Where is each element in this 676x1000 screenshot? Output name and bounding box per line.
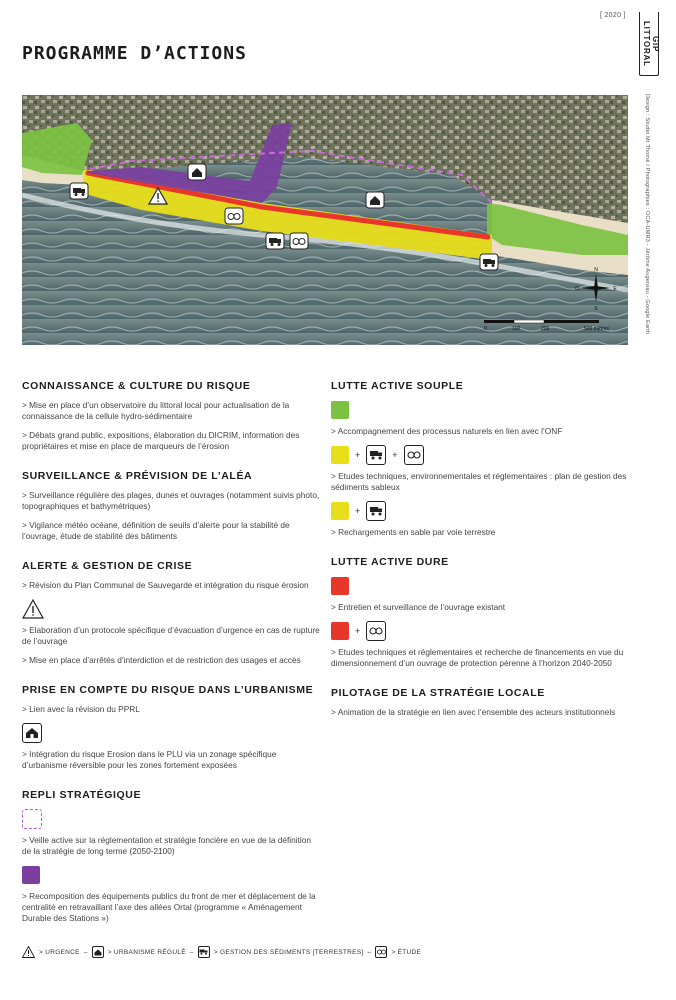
section-title-dure: LUTTE ACTIVE DURE — [331, 556, 449, 568]
text-item: > Révision du Plan Communal de Sauvegarde et intégration du risque érosion — [22, 580, 309, 590]
compass-n: N — [594, 267, 598, 273]
text-item: > Mise en place d’arrêtés d’interdiction et de restriction des usages et accès — [22, 655, 301, 665]
legend — [22, 946, 642, 958]
legend-sediments: > GESTION DES SÉDIMENTS [TERRESTRES] — [213, 948, 364, 956]
text-item: > Etudes techniques et réglementaires et recherche de financements en vue du dimensionnement d’un ouvrage de protection pérenne à l’horizon 2040-2050 — [331, 647, 624, 668]
legend-glasses-icon — [375, 946, 387, 958]
legend-urbanisme: > URBANISME RÉGULÉ — [107, 948, 186, 956]
text-item: > Mise en place d’un observatoire du littoral local pour actualisation de la connaissance de la cellule hydro-sédimentaire — [22, 400, 290, 421]
plus-sign: + — [392, 450, 398, 460]
legend-sep: – — [83, 948, 88, 956]
scale-100: 100 — [512, 326, 521, 332]
section-title-surveillance: SURVEILLANCE & PRÉVISION DE L’ALÉA — [22, 470, 253, 482]
legend-warning-icon — [22, 946, 35, 958]
right-column — [331, 380, 628, 726]
text-item: > Lien avec la révision du PPRL — [22, 704, 140, 714]
icon-row-yellow-truck-glasses — [331, 445, 628, 465]
truck-icon — [366, 501, 386, 521]
credits: Design : Studio Mr Thomë / Photographies : OCA-UMR3 - Jérôme Augereau - Google Earth — [644, 94, 650, 335]
text-item: > Vigilance météo océane, définition de seuils d’alerte pour la stabilité de l’ouvrage, étude de stabilité des bâtiments — [22, 520, 290, 541]
brand-tab — [639, 12, 659, 76]
text-item: > Veille active sur la réglementation et stratégie foncière en vue de la définition de la stratégie de long terme (2050-2100) — [22, 835, 311, 856]
icon-row-red-glasses — [331, 621, 628, 641]
plus-sign: + — [355, 450, 361, 460]
text-item: > Etudes techniques, environnementales et réglementaires : plan de gestion des sédiments sableux — [331, 471, 627, 492]
legend-urgence: > URGENCE — [39, 948, 80, 956]
red-swatch — [331, 577, 349, 595]
icon-row-dashed — [22, 809, 320, 829]
yellow-swatch — [331, 446, 349, 464]
text-item: > Animation de la stratégie en lien avec l’ensemble des acteurs institutionnels — [331, 707, 616, 717]
icon-row-yellow-truck — [331, 501, 628, 521]
scale-0: 0 — [484, 326, 487, 332]
legend-truck-icon — [198, 946, 210, 958]
map-truck-icon-2 — [266, 233, 284, 249]
section-title-souple: LUTTE ACTIVE SOUPLE — [331, 380, 464, 392]
scale-500: 500 mètres — [584, 326, 610, 332]
icon-row-warning — [22, 599, 320, 619]
compass-o: O — [575, 286, 579, 292]
text-item: > Intégration du risque Erosion dans le PLU via un zonage spécifique d’urbanisme réversible pour les zones fortement exposées — [22, 749, 277, 770]
map-glasses-icon-1 — [225, 208, 243, 224]
section-title-connaissance: CONNAISSANCE & CULTURE DU RISQUE — [22, 380, 251, 392]
text-item: > Rechargements en sable par voie terrestre — [331, 527, 496, 537]
glasses-icon — [404, 445, 424, 465]
year-label: [ 2020 ] — [600, 12, 626, 19]
section-title-repli: REPLI STRATÉGIQUE — [22, 789, 142, 801]
map-house-icon-1 — [188, 164, 206, 180]
legend-sep: – — [367, 948, 372, 956]
green-swatch — [331, 401, 349, 419]
left-column — [22, 380, 320, 932]
page-title: PROGRAMME D’ACTIONS — [22, 43, 247, 64]
map-svg — [22, 95, 628, 345]
map-truck-icon-1 — [70, 183, 88, 199]
text-item: > Recomposition des équipements publics du front de mer et déplacement de la centralité en retravaillant l’axe des allées Ortal (programme « Aménagement Durable des Stations ») — [22, 891, 316, 923]
section-title-pilotage: PILOTAGE DE LA STRATÉGIE LOCALE — [331, 687, 545, 699]
warning-icon — [22, 599, 44, 619]
map-truck-icon-3 — [480, 254, 498, 270]
plus-sign: + — [355, 626, 361, 636]
house-icon — [22, 723, 42, 743]
truck-icon — [366, 445, 386, 465]
dashed-perimeter-swatch — [22, 809, 42, 829]
icon-row-green — [331, 400, 628, 420]
text-item: > Elaboration d’un protocole spécifique d’évacuation d’urgence en cas de rupture de l’ouvrage — [22, 625, 320, 646]
legend-etude: > ÉTUDE — [391, 948, 422, 956]
text-item: > Débats grand public, expositions, élaboration du DICRIM, information des propriétaires et mise en place de marqueurs de l’érosion — [22, 430, 300, 451]
map-house-icon-2 — [366, 192, 384, 208]
glasses-icon — [366, 621, 386, 641]
map-glasses-icon-2 — [290, 233, 308, 249]
icon-row-house — [22, 723, 320, 743]
brand-label: GIP LITTORAL — [642, 21, 660, 67]
purple-swatch — [22, 866, 40, 884]
yellow-swatch — [331, 502, 349, 520]
section-title-urbanisme: PRISE EN COMPTE DU RISQUE DANS L’URBANISME — [22, 684, 314, 696]
plus-sign: + — [355, 506, 361, 516]
section-title-alerte: ALERTE & GESTION DE CRISE — [22, 560, 193, 572]
aerial-map — [22, 95, 628, 345]
red-swatch — [331, 622, 349, 640]
icon-row-red — [331, 576, 628, 596]
compass-e: E — [613, 286, 617, 292]
scale-200: 200 — [541, 326, 550, 332]
icon-row-purple — [22, 865, 320, 885]
text-item: > Surveillance régulière des plages, dunes et ouvrages (notamment suivis photo, topographiques et bathymétriques) — [22, 490, 320, 511]
legend-sep: – — [189, 948, 194, 956]
legend-house-icon — [92, 946, 104, 958]
text-item: > Accompagnement des processus naturels en lien avec l’ONF — [331, 426, 563, 436]
compass-s: S — [594, 306, 598, 312]
text-item: > Entretien et surveillance de l’ouvrage existant — [331, 602, 506, 612]
